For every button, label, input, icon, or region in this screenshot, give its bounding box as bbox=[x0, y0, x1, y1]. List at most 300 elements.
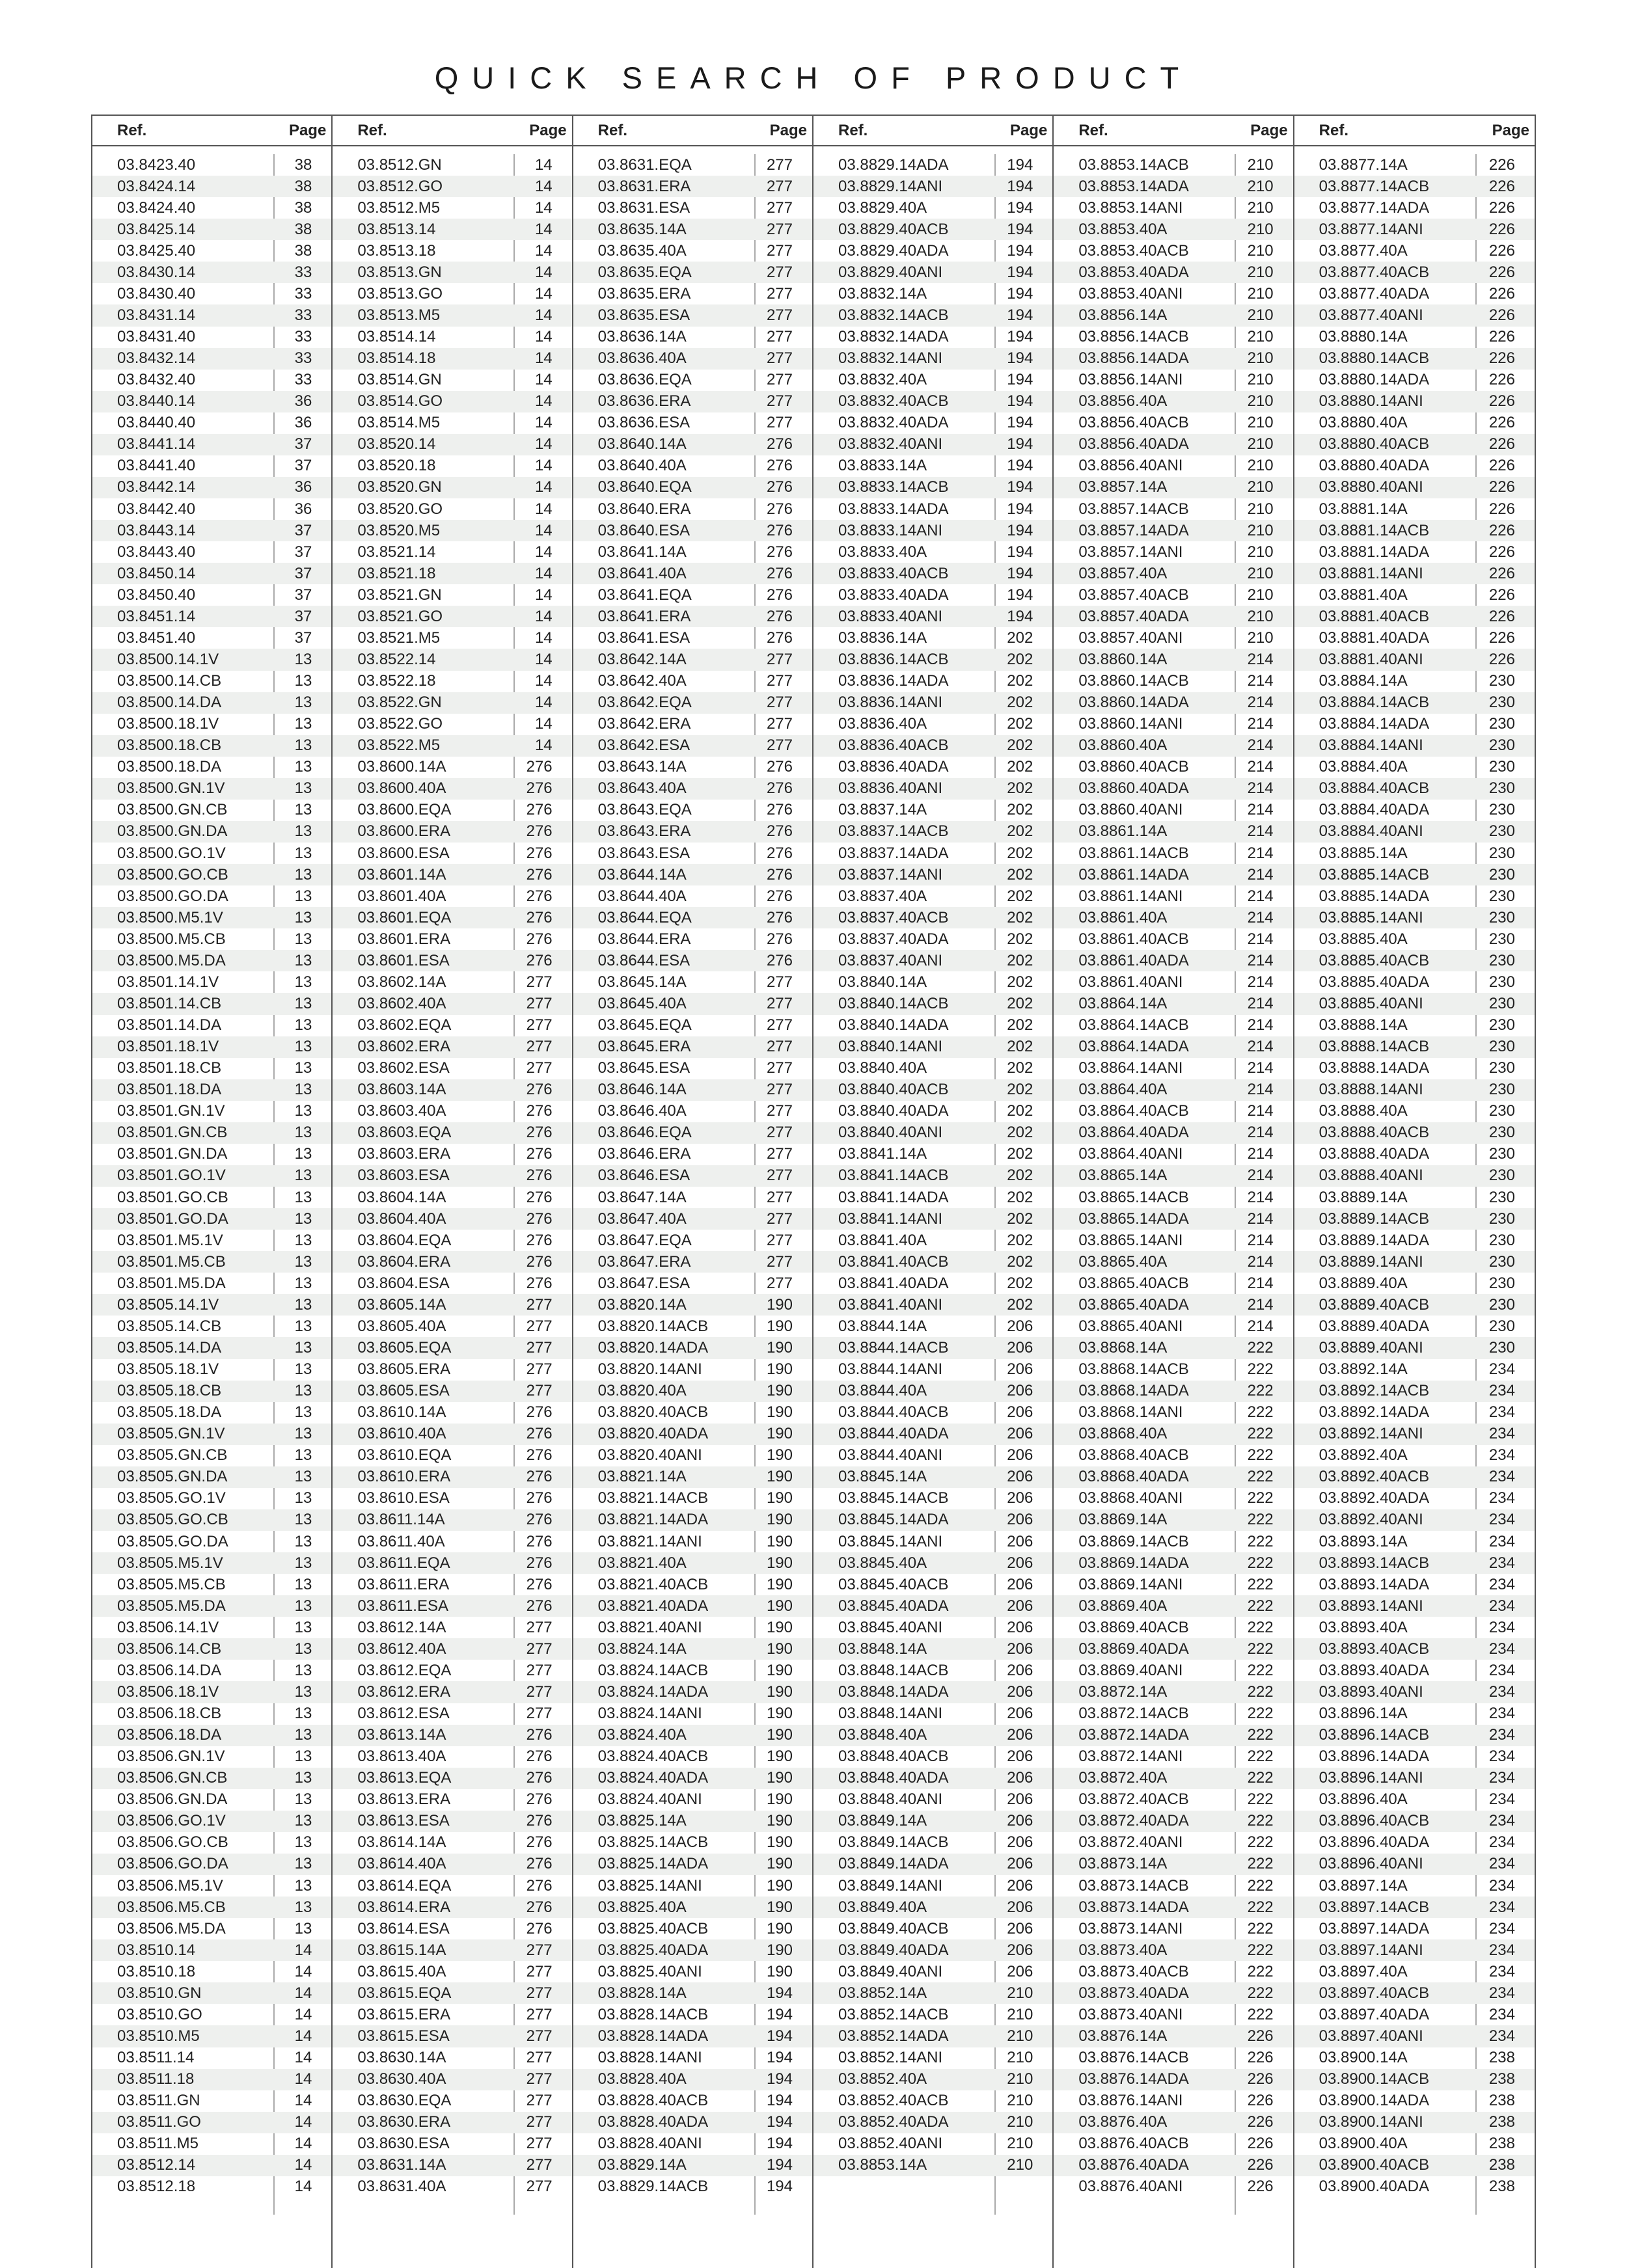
ref-cell: 03.8601.ERA bbox=[357, 930, 451, 948]
page-cell: 222 bbox=[1247, 1769, 1274, 1787]
table-row bbox=[1294, 907, 1535, 928]
table-row bbox=[92, 692, 331, 714]
table-row bbox=[573, 1595, 812, 1617]
page-cell: 214 bbox=[1247, 736, 1274, 755]
table-row bbox=[1054, 2025, 1292, 2047]
table-row bbox=[814, 1595, 1052, 1617]
page-cell: 206 bbox=[1007, 1833, 1033, 1852]
ref-cell: 03.8872.14A bbox=[1078, 1682, 1168, 1701]
table-row bbox=[1294, 1381, 1535, 1402]
table-row bbox=[1054, 757, 1292, 778]
ref-cell: 03.8828.40ANI bbox=[597, 2135, 702, 2153]
table-row bbox=[1294, 1144, 1535, 1165]
ref-cell: 03.8864.40ANI bbox=[1078, 1145, 1183, 1163]
column-header bbox=[1054, 116, 1292, 146]
page-cell: 230 bbox=[1488, 1252, 1515, 1271]
ref-cell: 03.8864.40ADA bbox=[1078, 1124, 1189, 1142]
table-row bbox=[92, 649, 331, 670]
ref-cell: 03.8853.14A bbox=[838, 2156, 927, 2174]
page-cell: 13 bbox=[294, 1618, 312, 1636]
table-row bbox=[573, 283, 812, 304]
ref-cell: 03.8824.14ADA bbox=[597, 1682, 709, 1701]
table-row bbox=[92, 2176, 331, 2198]
table-row bbox=[1294, 520, 1535, 541]
page-cell: 238 bbox=[1488, 2178, 1515, 2196]
ref-cell: 03.8897.14ANI bbox=[1319, 1941, 1423, 1959]
table-row bbox=[1054, 971, 1292, 993]
table-row bbox=[814, 262, 1052, 283]
page-cell: 277 bbox=[766, 414, 793, 432]
page-cell: 277 bbox=[766, 994, 793, 1012]
table-row bbox=[573, 455, 812, 477]
table-row bbox=[1294, 1230, 1535, 1251]
ref-cell: 03.8613.40A bbox=[357, 1748, 446, 1766]
ref-cell: 03.8500.GN.CB bbox=[117, 801, 228, 819]
table-row bbox=[1294, 1402, 1535, 1424]
ref-cell: 03.8603.14A bbox=[357, 1081, 446, 1099]
ref-cell: 03.8642.EQA bbox=[597, 694, 692, 712]
table-row bbox=[1054, 1509, 1292, 1531]
table-row bbox=[814, 240, 1052, 262]
table-row bbox=[333, 627, 571, 649]
ref-cell: 03.8612.EQA bbox=[357, 1661, 452, 1679]
page-cell: 194 bbox=[1007, 435, 1033, 453]
table-row bbox=[573, 993, 812, 1014]
ref-cell: 03.8824.40ADA bbox=[597, 1769, 709, 1787]
ref-cell: 03.8520.GO bbox=[357, 500, 443, 518]
table-row bbox=[92, 1337, 331, 1358]
page-cell: 226 bbox=[1488, 650, 1515, 668]
ref-cell: 03.8837.14A bbox=[838, 801, 927, 819]
table-row bbox=[333, 2176, 571, 2198]
table-row bbox=[333, 1982, 571, 2004]
page-cell: 202 bbox=[1007, 672, 1033, 690]
page-cell: 277 bbox=[526, 1295, 553, 1314]
ref-cell: 03.8881.14ADA bbox=[1319, 543, 1430, 561]
table-row bbox=[573, 778, 812, 800]
ref-cell: 03.8900.14A bbox=[1319, 2049, 1408, 2067]
ref-cell: 03.8869.40ADA bbox=[1078, 1640, 1189, 1658]
column-header bbox=[333, 116, 571, 146]
table-row bbox=[92, 671, 331, 692]
page-cell: 277 bbox=[766, 715, 793, 733]
page-cell: 226 bbox=[1247, 2156, 1274, 2174]
table-row bbox=[573, 2069, 812, 2090]
table-row bbox=[92, 520, 331, 541]
page-cell: 276 bbox=[526, 1231, 553, 1249]
page-cell: 37 bbox=[294, 543, 312, 561]
page-cell: 230 bbox=[1488, 994, 1515, 1012]
ref-cell: 03.8869.14ACB bbox=[1078, 1532, 1189, 1550]
ref-header: Ref. bbox=[1078, 121, 1108, 139]
ref-cell: 03.8641.ESA bbox=[597, 628, 690, 647]
ref-cell: 03.8615.ERA bbox=[357, 2005, 451, 2023]
ref-cell: 03.8865.40ACB bbox=[1078, 1274, 1189, 1292]
page-cell: 276 bbox=[526, 801, 553, 819]
table-row bbox=[333, 1875, 571, 1897]
page-cell: 202 bbox=[1007, 1145, 1033, 1163]
ref-cell: 03.8605.40A bbox=[357, 1317, 446, 1335]
table-row bbox=[1054, 1681, 1292, 1703]
page-cell: 277 bbox=[526, 1941, 553, 1959]
table-row bbox=[1054, 563, 1292, 584]
table-row bbox=[573, 2133, 812, 2155]
ref-cell: 03.8521.M5 bbox=[357, 628, 441, 647]
page-cell: 234 bbox=[1488, 1984, 1515, 2002]
table-row bbox=[1294, 864, 1535, 885]
ref-cell: 03.8885.14ACB bbox=[1319, 865, 1430, 884]
table-row bbox=[1294, 2025, 1535, 2047]
page-cell: 14 bbox=[294, 2092, 312, 2110]
table-row bbox=[573, 1381, 812, 1402]
ref-cell: 03.8500.M5.DA bbox=[117, 951, 226, 969]
table-row bbox=[814, 197, 1052, 219]
page-cell: 214 bbox=[1247, 1209, 1274, 1228]
table-row bbox=[573, 1079, 812, 1101]
table-row bbox=[1054, 1918, 1292, 1939]
table-row bbox=[92, 1424, 331, 1445]
table-row bbox=[1054, 1316, 1292, 1337]
table-row bbox=[1054, 262, 1292, 283]
page-cell: 276 bbox=[766, 628, 793, 647]
table-row bbox=[1054, 671, 1292, 692]
table-row bbox=[814, 541, 1052, 563]
table-row bbox=[333, 1638, 571, 1660]
ref-cell: 03.8610.40A bbox=[357, 1425, 446, 1443]
ref-cell: 03.8602.ESA bbox=[357, 1059, 450, 1077]
ref-cell: 03.8501.GO.CB bbox=[117, 1188, 228, 1206]
table-row bbox=[814, 1660, 1052, 1681]
table-row bbox=[333, 240, 571, 262]
ref-cell: 03.8645.40A bbox=[597, 994, 687, 1012]
ref-cell: 03.8880.40A bbox=[1319, 414, 1408, 432]
ref-cell: 03.8880.14ANI bbox=[1319, 392, 1423, 411]
ref-cell: 03.8876.14ADA bbox=[1078, 2070, 1189, 2088]
ref-cell: 03.8877.40ADA bbox=[1319, 284, 1430, 303]
ref-cell: 03.8505.14.1V bbox=[117, 1295, 219, 1314]
page-cell: 14 bbox=[294, 2027, 312, 2045]
page-cell: 206 bbox=[1007, 1446, 1033, 1465]
ref-cell: 03.8876.14ANI bbox=[1078, 2092, 1183, 2110]
page-cell: 214 bbox=[1247, 1317, 1274, 1335]
ref-cell: 03.8881.14ACB bbox=[1319, 521, 1430, 539]
page-cell: 210 bbox=[1247, 628, 1274, 647]
ref-cell: 03.8512.GN bbox=[357, 155, 442, 174]
page-cell: 38 bbox=[294, 177, 312, 195]
page-header: Page bbox=[288, 121, 327, 139]
page-cell: 210 bbox=[1247, 284, 1274, 303]
page-cell: 13 bbox=[294, 1790, 312, 1809]
table-row bbox=[573, 1208, 812, 1230]
table-row bbox=[1294, 843, 1535, 864]
page-cell: 202 bbox=[1007, 1209, 1033, 1228]
page-cell: 13 bbox=[294, 1919, 312, 1937]
page-cell: 206 bbox=[1007, 1962, 1033, 1980]
table-row bbox=[333, 434, 571, 455]
table-row bbox=[333, 1854, 571, 1875]
ref-cell: 03.8635.40A bbox=[597, 241, 687, 260]
page-cell: 202 bbox=[1007, 822, 1033, 841]
page-cell: 276 bbox=[526, 1081, 553, 1099]
ref-cell: 03.8840.14ADA bbox=[838, 1016, 949, 1034]
table-row bbox=[573, 1681, 812, 1703]
ref-cell: 03.8506.18.CB bbox=[117, 1705, 222, 1723]
table-row bbox=[333, 1488, 571, 1509]
ref-cell: 03.8884.14ACB bbox=[1319, 694, 1430, 712]
ref-cell: 03.8610.ESA bbox=[357, 1489, 450, 1507]
ref-cell: 03.8510.GO bbox=[117, 2005, 202, 2023]
table-row bbox=[333, 1918, 571, 1939]
table-row bbox=[333, 2112, 571, 2133]
ref-cell: 03.8506.14.1V bbox=[117, 1618, 219, 1636]
page-cell: 234 bbox=[1488, 2005, 1515, 2023]
page-cell: 202 bbox=[1007, 1081, 1033, 1099]
table-row bbox=[333, 1832, 571, 1854]
table-row bbox=[1054, 434, 1292, 455]
page-cell: 222 bbox=[1247, 1446, 1274, 1465]
table-row bbox=[814, 649, 1052, 670]
page-cell: 230 bbox=[1488, 930, 1515, 948]
ref-cell: 03.8860.14A bbox=[1078, 650, 1168, 668]
page-cell: 210 bbox=[1247, 155, 1274, 174]
table-row bbox=[1294, 1854, 1535, 1875]
table-row bbox=[333, 2025, 571, 2047]
table-row bbox=[1054, 1746, 1292, 1768]
ref-cell: 03.8505.14.DA bbox=[117, 1338, 222, 1357]
page-cell: 194 bbox=[766, 2070, 793, 2088]
ref-cell: 03.8432.14 bbox=[117, 349, 196, 368]
ref-cell: 03.8869.14ADA bbox=[1078, 1554, 1189, 1572]
page-cell: 226 bbox=[1488, 435, 1515, 453]
table-row bbox=[1054, 1574, 1292, 1595]
page-cell: 206 bbox=[1007, 1382, 1033, 1400]
page-cell: 13 bbox=[294, 1855, 312, 1873]
table-row bbox=[1054, 176, 1292, 197]
page-cell: 190 bbox=[766, 1790, 793, 1809]
page-cell: 277 bbox=[766, 1274, 793, 1292]
table-row bbox=[92, 219, 331, 240]
table-row bbox=[814, 971, 1052, 993]
ref-cell: 03.8845.14ADA bbox=[838, 1511, 949, 1529]
table-row bbox=[1054, 1552, 1292, 1574]
ref-cell: 03.8506.14.CB bbox=[117, 1640, 222, 1658]
ref-cell: 03.8897.14ACB bbox=[1319, 1898, 1430, 1916]
page-cell: 222 bbox=[1247, 1554, 1274, 1572]
table-row bbox=[1294, 154, 1535, 176]
ref-cell: 03.8848.40ADA bbox=[838, 1769, 949, 1787]
ref-cell: 03.8877.40ANI bbox=[1319, 306, 1423, 324]
ref-cell: 03.8852.14ANI bbox=[838, 2049, 943, 2067]
table-row bbox=[92, 1144, 331, 1165]
ref-cell: 03.8877.14ADA bbox=[1319, 198, 1430, 217]
table-row bbox=[1054, 370, 1292, 391]
ref-cell: 03.8857.14ADA bbox=[1078, 521, 1189, 539]
table-row bbox=[333, 1897, 571, 1918]
table-row bbox=[573, 950, 812, 971]
page-cell: 206 bbox=[1007, 1919, 1033, 1937]
table-row bbox=[1294, 304, 1535, 326]
page-cell: 190 bbox=[766, 1812, 793, 1830]
page-cell: 277 bbox=[766, 736, 793, 755]
ref-cell: 03.8832.40A bbox=[838, 371, 927, 389]
ref-cell: 03.8451.40 bbox=[117, 628, 196, 647]
ref-cell: 03.8880.14ACB bbox=[1319, 349, 1430, 368]
page-cell: 202 bbox=[1007, 736, 1033, 755]
table-row bbox=[333, 1058, 571, 1079]
table-row bbox=[1054, 1144, 1292, 1165]
page-cell: 226 bbox=[1488, 521, 1515, 539]
ref-cell: 03.8840.40ANI bbox=[838, 1124, 943, 1142]
ref-cell: 03.8832.40ADA bbox=[838, 414, 949, 432]
page-cell: 194 bbox=[1007, 521, 1033, 539]
table-row bbox=[333, 219, 571, 240]
table-row bbox=[1054, 778, 1292, 800]
ref-cell: 03.8861.14ACB bbox=[1078, 844, 1189, 862]
table-row bbox=[333, 778, 571, 800]
page-cell: 276 bbox=[526, 1102, 553, 1120]
table-row bbox=[1054, 1208, 1292, 1230]
table-row bbox=[1054, 1273, 1292, 1294]
page-cell: 277 bbox=[526, 1984, 553, 2002]
page-cell: 14 bbox=[534, 414, 553, 432]
table-row bbox=[333, 714, 571, 735]
page-cell: 194 bbox=[1007, 155, 1033, 174]
table-row bbox=[92, 1122, 331, 1144]
table-row bbox=[1294, 1681, 1535, 1703]
page-cell: 13 bbox=[294, 1016, 312, 1034]
table-row bbox=[814, 1036, 1052, 1058]
page-cell: 222 bbox=[1247, 1833, 1274, 1852]
ref-cell: 03.8432.40 bbox=[117, 371, 196, 389]
ref-cell: 03.8511.GN bbox=[117, 2092, 200, 2110]
page-cell: 276 bbox=[526, 1597, 553, 1615]
table-row bbox=[1054, 2047, 1292, 2069]
page-header: Page bbox=[1492, 121, 1529, 139]
ref-cell: 03.8836.14ANI bbox=[838, 694, 943, 712]
table-row bbox=[814, 1273, 1052, 1294]
ref-cell: 03.8852.14ADA bbox=[838, 2027, 949, 2045]
ref-cell: 03.8646.EQA bbox=[597, 1124, 692, 1142]
table-row bbox=[1294, 1789, 1535, 1811]
page-cell: 222 bbox=[1247, 1532, 1274, 1550]
ref-cell: 03.8864.14A bbox=[1078, 994, 1168, 1012]
table-row bbox=[573, 176, 812, 197]
page-cell: 202 bbox=[1007, 758, 1033, 776]
row-list bbox=[573, 154, 812, 2198]
page-cell: 210 bbox=[1247, 435, 1274, 453]
ref-cell: 03.8602.EQA bbox=[357, 1016, 452, 1034]
table-row bbox=[1054, 627, 1292, 649]
page-cell: 230 bbox=[1488, 736, 1515, 755]
ref-cell: 03.8872.14ADA bbox=[1078, 1726, 1189, 1744]
ref-cell: 03.8820.14ACB bbox=[597, 1317, 709, 1335]
page-cell: 33 bbox=[294, 306, 312, 324]
page-cell: 234 bbox=[1488, 1446, 1515, 1465]
page-cell: 202 bbox=[1007, 1167, 1033, 1185]
table-row bbox=[1054, 821, 1292, 843]
ref-cell: 03.8510.14 bbox=[117, 1941, 196, 1959]
ref-cell: 03.8506.GO.1V bbox=[117, 1812, 226, 1830]
ref-cell: 03.8900.40A bbox=[1319, 2135, 1408, 2153]
table-row bbox=[814, 1230, 1052, 1251]
page-cell: 13 bbox=[294, 1317, 312, 1335]
table-row bbox=[814, 1337, 1052, 1358]
table-row bbox=[814, 434, 1052, 455]
table-row bbox=[92, 1488, 331, 1509]
page-cell: 13 bbox=[294, 672, 312, 690]
ref-cell: 03.8853.40ANI bbox=[1078, 284, 1183, 303]
table-row bbox=[92, 1681, 331, 1703]
page-cell: 13 bbox=[294, 1188, 312, 1206]
table-row bbox=[1294, 219, 1535, 240]
table-row bbox=[1294, 370, 1535, 391]
page-cell: 190 bbox=[766, 1833, 793, 1852]
page-cell: 194 bbox=[766, 2049, 793, 2067]
table-row bbox=[814, 1961, 1052, 1982]
page-cell: 13 bbox=[294, 1748, 312, 1766]
page-cell: 202 bbox=[1007, 844, 1033, 862]
ref-cell: 03.8430.14 bbox=[117, 263, 196, 281]
page-cell: 277 bbox=[766, 241, 793, 260]
ref-cell: 03.8833.40ANI bbox=[838, 607, 943, 625]
ref-cell: 03.8500.GO.1V bbox=[117, 844, 226, 862]
page-cell: 230 bbox=[1488, 1274, 1515, 1292]
table-row bbox=[333, 1294, 571, 1316]
table-row bbox=[92, 1961, 331, 1982]
page-cell: 277 bbox=[766, 371, 793, 389]
table-row bbox=[333, 1466, 571, 1488]
page-cell: 222 bbox=[1247, 1748, 1274, 1766]
ref-cell: 03.8646.14A bbox=[597, 1081, 687, 1099]
ref-cell: 03.8643.ERA bbox=[597, 822, 691, 841]
ref-cell: 03.8602.40A bbox=[357, 994, 446, 1012]
ref-cell: 03.8825.14ANI bbox=[597, 1876, 702, 1895]
table-row bbox=[92, 1832, 331, 1854]
page-cell: 194 bbox=[1007, 306, 1033, 324]
ref-cell: 03.8501.GN.1V bbox=[117, 1102, 225, 1120]
table-row bbox=[333, 1316, 571, 1337]
page-cell: 226 bbox=[1488, 564, 1515, 582]
table-row bbox=[1054, 1703, 1292, 1725]
page-cell: 234 bbox=[1488, 1360, 1515, 1379]
table-row bbox=[1294, 671, 1535, 692]
table-row bbox=[814, 498, 1052, 520]
page-cell: 210 bbox=[1007, 1984, 1033, 2002]
page-cell: 38 bbox=[294, 220, 312, 238]
page-cell: 38 bbox=[294, 198, 312, 217]
ref-cell: 03.8877.40ACB bbox=[1319, 263, 1430, 281]
table-row bbox=[92, 1768, 331, 1789]
ref-cell: 03.8884.40ADA bbox=[1319, 801, 1430, 819]
page-cell: 210 bbox=[1247, 177, 1274, 195]
page-cell: 202 bbox=[1007, 650, 1033, 668]
page-cell: 234 bbox=[1488, 1382, 1515, 1400]
ref-cell: 03.8613.EQA bbox=[357, 1769, 452, 1787]
table-row bbox=[573, 1918, 812, 1939]
page-cell: 226 bbox=[1247, 2113, 1274, 2131]
ref-cell: 03.8844.40ANI bbox=[838, 1446, 943, 1465]
ref-cell: 03.8892.14A bbox=[1319, 1360, 1408, 1379]
ref-cell: 03.8869.14ANI bbox=[1078, 1575, 1183, 1593]
page-cell: 202 bbox=[1007, 801, 1033, 819]
table-row bbox=[92, 1466, 331, 1488]
ref-cell: 03.8505.18.DA bbox=[117, 1403, 222, 1422]
page-cell: 14 bbox=[534, 241, 553, 260]
page-cell: 238 bbox=[1488, 2092, 1515, 2110]
table-row bbox=[333, 1251, 571, 1273]
ref-cell: 03.8821.14ACB bbox=[597, 1489, 709, 1507]
table-row bbox=[1294, 1768, 1535, 1789]
